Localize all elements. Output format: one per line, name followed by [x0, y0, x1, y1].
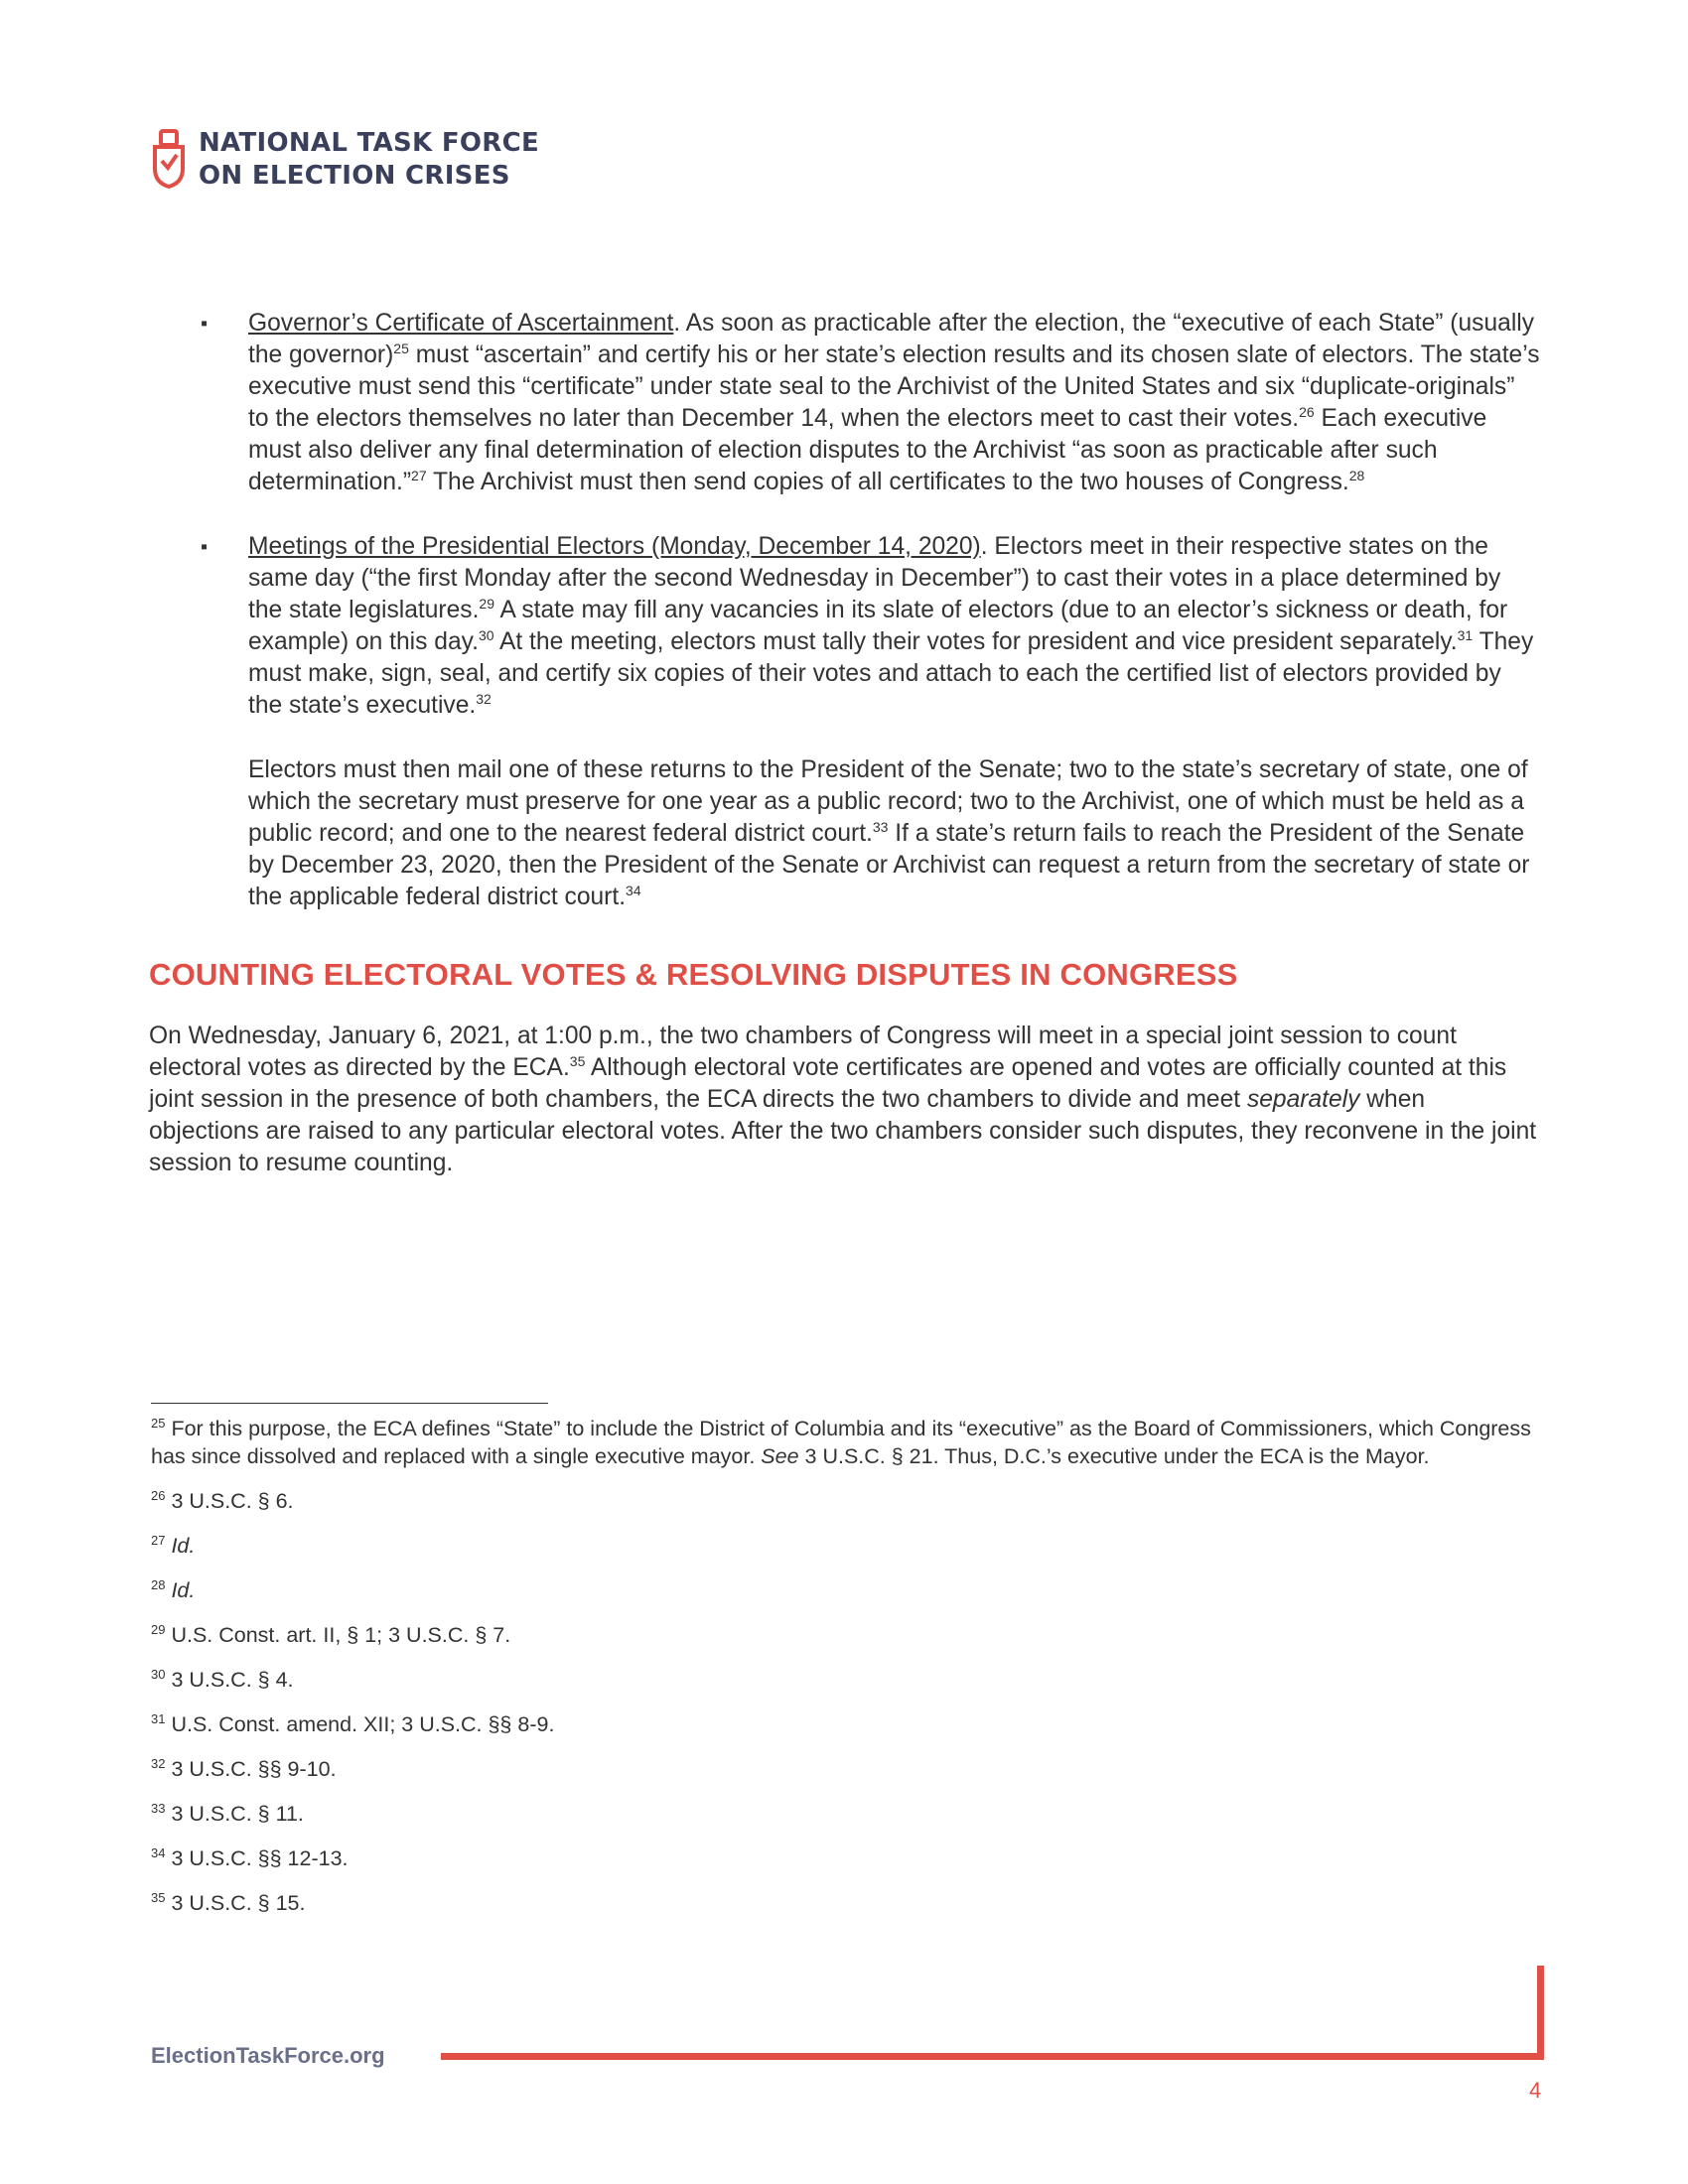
section-heading: COUNTING ELECTORAL VOTES & RESOLVING DISPUTES IN CONGRESS — [149, 957, 1238, 992]
footnote-number: 29 — [151, 1621, 166, 1637]
footnote-text: 3 U.S.C. § 15. — [165, 1891, 306, 1915]
footnote-number: 32 — [151, 1755, 166, 1771]
paragraph-text: On Wednesday, January 6, 2021, at 1:00 p.m., the two chambers of Congress will meet in a special joint session to count electoral votes as directed by the ECA. — [149, 1023, 1457, 1081]
bullet-text: Each executive must also deliver any final determination of election disputes to the Archivist “as soon as practicable after such determination.” — [248, 405, 1487, 495]
joint-session-paragraph — [149, 1021, 1541, 1179]
footnote-text: 3 U.S.C. § 11. — [165, 1802, 304, 1826]
footnote-ref: 27 — [411, 467, 427, 483]
org-name-line1: NATIONAL TASK FORCE — [199, 128, 540, 158]
footnote-32 — [151, 1755, 1541, 1783]
footnote-number: 34 — [151, 1844, 166, 1860]
footnote-number: 27 — [151, 1532, 166, 1548]
footnote-30 — [151, 1666, 1541, 1694]
footnote-ref: 26 — [1299, 403, 1315, 420]
footnote-26 — [151, 1487, 1541, 1515]
footnote-text: U.S. Const. art. II, § 1; 3 U.S.C. § 7. — [165, 1623, 511, 1647]
footnote-28 — [151, 1576, 1541, 1604]
paragraph-text: when objections are raised to any particular electoral votes. After the two chambers consider such disputes, they reconvene in the joint session to resume counting. — [149, 1086, 1537, 1176]
bullet-meetings — [149, 531, 1541, 722]
footnotes — [151, 1415, 1541, 1934]
footnote-27 — [151, 1532, 1541, 1560]
footer-rule — [441, 2053, 1543, 2060]
emphasis-text: separately — [1246, 1086, 1360, 1113]
bullet-marker: ▪ — [201, 313, 209, 335]
bullet-text: . As soon as practicable after the election, the “executive of each State” (usually the governor) — [248, 310, 1535, 368]
ballot-box-icon — [151, 129, 187, 189]
footnote-emphasis: See — [761, 1444, 799, 1468]
footnote-number: 25 — [151, 1415, 166, 1431]
footnote-25 — [151, 1415, 1541, 1470]
footnote-33 — [151, 1800, 1541, 1828]
website-link[interactable]: ElectionTaskForce.org — [151, 2043, 385, 2068]
page-number: 4 — [1529, 2078, 1542, 2103]
footnote-number: 26 — [151, 1487, 166, 1503]
footnote-text: 3 U.S.C. § 4. — [165, 1668, 294, 1692]
footnote-number: 28 — [151, 1576, 166, 1592]
footnote-31 — [151, 1710, 1541, 1738]
footnote-ref: 25 — [393, 340, 409, 356]
bullet-text: A state may fill any vacancies in its slate of electors (due to an elector’s sickness or death, for example) on this day. — [248, 597, 1508, 655]
footnote-text: For this purpose, the ECA defines “State” to include the District of Columbia and its “executive” as the Board of Commissioners, which Congress has since dissolved and replaced with a single executive mayor. — [151, 1417, 1531, 1468]
footnote-ref: 33 — [872, 818, 889, 835]
footnote-text: 3 U.S.C. §§ 12-13. — [165, 1846, 349, 1870]
footnote-number: 33 — [151, 1800, 166, 1816]
footnote-divider — [151, 1403, 548, 1404]
bullet-text: . Electors meet in their respective states on the same day (“the first Monday after the second Wednesday in December”) to cast their votes in a place determined by the state legislatures. — [248, 533, 1501, 623]
footnote-ref: 32 — [476, 690, 492, 707]
footnote-text: 3 U.S.C. § 6. — [165, 1489, 294, 1513]
bullet-text: The Archivist must then send copies of all certificates to the two houses of Congress. — [426, 469, 1349, 495]
footnote-text: 3 U.S.C. §§ 9-10. — [165, 1757, 337, 1781]
footnote-number: 30 — [151, 1666, 166, 1682]
footnote-35 — [151, 1889, 1541, 1917]
org-name — [199, 127, 539, 193]
footnote-ref: 35 — [569, 1052, 586, 1069]
footnote-number: 35 — [151, 1889, 166, 1905]
footnote-ref: 28 — [1348, 467, 1365, 483]
electors-returns-paragraph — [149, 754, 1541, 913]
footnote-29 — [151, 1621, 1541, 1649]
main-content — [149, 308, 1541, 1179]
footnote-ref: 31 — [1457, 626, 1474, 643]
bullet-title: Governor’s Certificate of Ascertainment — [248, 310, 674, 337]
bullet-text: At the meeting, electors must tally their votes for president and vice president separately. — [493, 628, 1458, 655]
footnote-text: Id. — [171, 1578, 196, 1602]
footnote-ref: 29 — [479, 595, 494, 612]
footnote-ref: 34 — [626, 882, 641, 898]
bullet-text: They must make, sign, seal, and certify six copies of their votes and attach to each the certified list of electors provided by the state’s executive. — [248, 628, 1534, 719]
paragraph-text: If a state’s return fails to reach the President of the Senate by December 23, 2020, then the President of the Senate or Archivist can request a return from the secretary of state or the applicable federal district court. — [248, 820, 1530, 910]
paragraph-text: Electors must then mail one of these returns to the President of the Senate; two to the state’s secretary of state, one of which the secretary must preserve for one year as a public record; two to the Archivist, one of which must be held as a public record; and one to the nearest federal district court. — [248, 756, 1528, 847]
org-logo — [151, 127, 539, 193]
footnote-number: 31 — [151, 1710, 166, 1726]
footnote-text: Id. — [171, 1534, 196, 1558]
bullet-title: Meetings of the Presidential Electors (Monday, December 14, 2020) — [248, 533, 981, 560]
bullet-text: must “ascertain” and certify his or her state’s election results and its chosen slate of electors. The state’s executive must send this “certificate” under state seal to the Archivist of the United States and six “duplicate-originals” to the electors themselves no later than December 14, when the electors meet to cast their votes. — [248, 341, 1540, 432]
org-name-line2: ON ELECTION CRISES — [199, 161, 510, 191]
footer-corner-rule — [1537, 1966, 1544, 2060]
footnote-text: 3 U.S.C. § 21. Thus, D.C.’s executive under the ECA is the Mayor. — [798, 1444, 1430, 1468]
bullet-certificate — [149, 308, 1541, 498]
footnote-ref: 30 — [478, 626, 494, 643]
bullet-marker: ▪ — [201, 536, 209, 558]
paragraph-text: Although electoral vote certificates are opened and votes are officially counted at this joint session in the presence of both chambers, the ECA directs the two chambers to divide and meet — [149, 1054, 1507, 1113]
footnote-34 — [151, 1844, 1541, 1872]
footnote-text: U.S. Const. amend. XII; 3 U.S.C. §§ 8-9. — [165, 1712, 555, 1736]
